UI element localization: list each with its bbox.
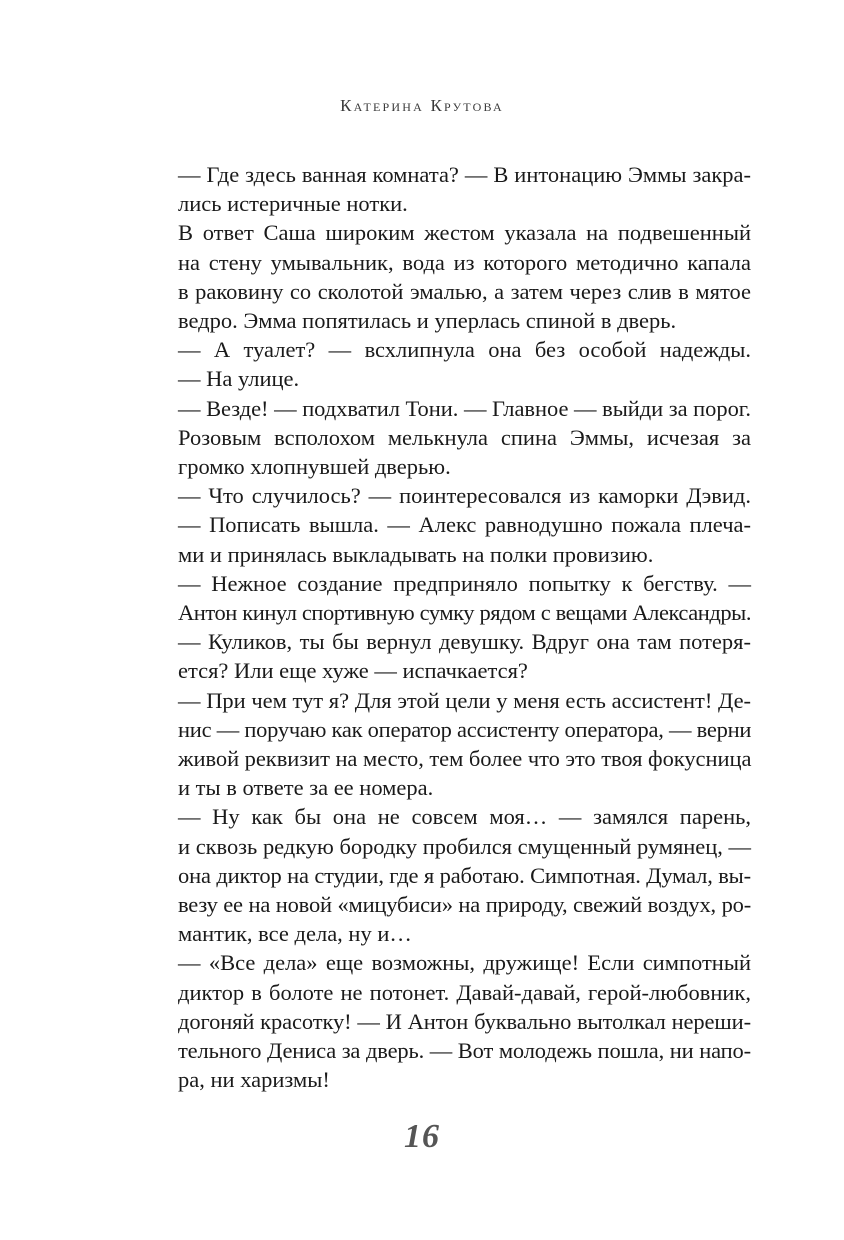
text-line: и сквозь редкую бородку пробился смущенный румянец, —	[178, 833, 751, 859]
text-line: Розовым всполохом мелькнула спина Эммы, исчезая за	[178, 424, 751, 450]
page-number: 16	[404, 1118, 440, 1155]
text-line: — «Все дела» еще возможны, дружище! Если симпотный	[178, 950, 751, 976]
text-line: громко хлопнувшей дверью.	[178, 454, 451, 480]
paragraph	[178, 948, 751, 1094]
text-line: — На улице.	[178, 366, 300, 392]
text-line: диктор в болоте не потонет. Давай-давай, герой-любовник,	[178, 979, 751, 1005]
paragraph	[178, 627, 751, 685]
paragraph	[178, 686, 751, 803]
text-line: — Нежное создание предприняло попытку к бегству. —	[178, 570, 751, 596]
text-line: — Куликов, ты бы вернул девушку. Вдруг она там потеря-	[178, 629, 751, 655]
text-line: ми и принялась выкладывать на полки провизию.	[178, 541, 654, 567]
text-line: она диктор на студии, где я работаю. Симпотная. Думал, вы-	[178, 862, 751, 888]
text-line: ведро. Эмма попятилась и уперлась спиной в дверь.	[178, 308, 677, 334]
text-line: везу ее на новой «мицубиси» на природу, свежий воздух, ро-	[178, 892, 751, 918]
text-line: нис — поручаю как оператор ассистенту оператора, — верни	[178, 716, 752, 742]
text-line: живой реквизит на место, тем более что это твоя фокусница	[178, 746, 752, 772]
paragraph	[178, 394, 751, 423]
paragraph	[178, 802, 751, 948]
text-line: — А туалет? — всхлипнула она без особой надежды.	[178, 337, 751, 363]
body-text	[178, 160, 751, 1095]
paragraph	[178, 569, 751, 627]
text-line: В ответ Саша широким жестом указала на подвешенный	[178, 220, 751, 246]
text-line: догоняй красотку! — И Антон буквально вытолкал нереши-	[178, 1008, 751, 1034]
text-line: — Что случилось? — поинтересовался из каморки Дэвид.	[178, 483, 751, 509]
paragraph	[178, 218, 751, 335]
text-line: в раковину со сколотой эмалью, а затем через слив в мятое	[178, 278, 751, 304]
text-line: и ты в ответе за ее номера.	[178, 775, 434, 801]
text-line: ется? Или еще хуже — испачкается?	[178, 658, 528, 684]
text-line: — При чем тут я? Для этой цели у меня есть ассистент! Де-	[178, 687, 751, 713]
running-head-author: Катерина Крутова	[340, 96, 504, 115]
paragraph	[178, 335, 751, 364]
text-line: — Где здесь ванная комната? — В интонацию Эммы закра-	[178, 162, 751, 187]
text-line: — Ну как бы она не совсем моя… — замялся парень,	[178, 804, 751, 830]
paragraph	[178, 510, 751, 568]
text-line: лись истеричные нотки.	[178, 191, 408, 217]
text-line: — Везде! — подхватил Тони. — Главное — выйди за порог.	[178, 395, 751, 421]
text-line: ра, ни харизмы!	[178, 1067, 330, 1093]
text-line: на стену умывальник, вода из которого методично капала	[178, 249, 751, 275]
paragraph	[178, 160, 751, 218]
text-line: мантик, все дела, ну и…	[178, 921, 412, 947]
text-line: — Пописать вышла. — Алекс равнодушно пожала плеча-	[178, 512, 751, 538]
paragraph	[178, 481, 751, 510]
paragraph	[178, 423, 751, 481]
text-line: Антон кинул спортивную сумку рядом с вещами Александры.	[178, 600, 751, 626]
paragraph	[178, 364, 751, 393]
text-line: тельного Дениса за дверь. — Вот молодежь пошла, ни напо-	[178, 1038, 751, 1064]
